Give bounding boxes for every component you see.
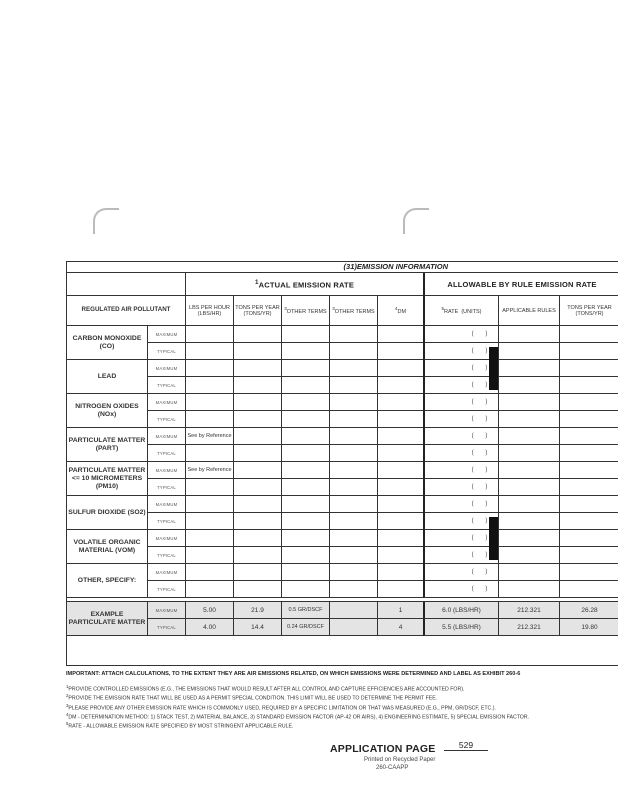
allowable-value-cell <box>559 564 618 581</box>
actual-value-cell <box>329 411 377 428</box>
pollutant-name: PARTICULATE MATTER <= 10 MICROMETERS (PM10) <box>67 462 147 496</box>
lbs-per-hour-value <box>185 326 233 343</box>
actual-value-cell <box>233 564 281 581</box>
row-type-maximum: MAXIMUM <box>147 360 185 377</box>
lbs-per-hour-value <box>185 343 233 360</box>
row-type-typical: TYPICAL <box>147 513 185 530</box>
punch-hole-mark-right <box>403 208 429 234</box>
allowable-value-cell <box>559 394 618 411</box>
actual-value-cell <box>329 530 377 547</box>
actual-value-cell <box>377 547 423 564</box>
allowable-value-cell <box>559 547 618 564</box>
rate-units-cell: ( ) <box>423 479 498 496</box>
lbs-per-hour-header: LBS PER HOUR (LBS/HR) <box>185 296 233 326</box>
actual-value-cell <box>377 360 423 377</box>
example-lbs-per-hour: 4.00 <box>185 619 233 636</box>
example-applicable-rules: 212.321 <box>498 602 559 619</box>
lbs-per-hour-value <box>185 394 233 411</box>
actual-value-cell <box>233 462 281 479</box>
actual-value-cell <box>329 326 377 343</box>
allowable-value-cell <box>559 581 618 598</box>
actual-value-cell <box>329 445 377 462</box>
footnote-4: $^4$DM - DETERMINATION METHOD: 1) STACK TEST, 2) MATERIAL BALANCE, 3) STANDARD EMISSION FACTOR (AP-42 OR AIRS), 4) ENGINEERING ESTIMATE, 5) SPECIAL EMISSION FACTOR. <box>66 711 530 721</box>
allowable-value-cell <box>498 377 559 394</box>
actual-value-cell <box>281 496 329 513</box>
lbs-per-hour-value <box>185 411 233 428</box>
lbs-per-hour-value <box>185 547 233 564</box>
rate-units-cell: ( ) <box>423 394 498 411</box>
allowable-value-cell <box>498 564 559 581</box>
actual-value-cell <box>377 428 423 445</box>
actual-value-cell <box>377 581 423 598</box>
actual-value-cell <box>281 462 329 479</box>
determination-method-header: $^4$DM <box>377 296 423 326</box>
allowable-value-cell <box>559 530 618 547</box>
actual-value-cell <box>377 394 423 411</box>
actual-value-cell <box>233 513 281 530</box>
actual-value-cell <box>281 581 329 598</box>
actual-value-cell <box>233 411 281 428</box>
example-other-terms-2 <box>329 602 377 619</box>
pollutant-name: SULFUR DIOXIDE (SO2) <box>67 496 147 530</box>
printed-on-recycled-paper: Printed on Recycled Paper <box>364 757 436 763</box>
punch-hole-mark-left <box>93 208 119 234</box>
rate-units-cell: ( ) <box>423 513 498 530</box>
actual-value-cell <box>377 479 423 496</box>
rate-units-cell: ( ) <box>423 343 498 360</box>
rate-units-cell: ( ) <box>423 377 498 394</box>
example-determination-method: 4 <box>377 619 423 636</box>
allowable-value-cell <box>559 343 618 360</box>
actual-value-cell <box>233 581 281 598</box>
allowable-value-cell <box>498 479 559 496</box>
example-tons-per-year: 14.4 <box>233 619 281 636</box>
actual-value-cell <box>233 326 281 343</box>
example-other-terms-2 <box>329 619 377 636</box>
rate-header: $^5$RATE (UNITS) <box>423 296 498 326</box>
actual-value-cell <box>281 513 329 530</box>
row-type-typical: TYPICAL <box>147 445 185 462</box>
rate-units-cell: ( ) <box>423 445 498 462</box>
example-rate: 5.5 (LBS/HR) <box>423 619 498 636</box>
actual-value-cell <box>377 513 423 530</box>
row-type-maximum: MAXIMUM <box>147 602 185 619</box>
actual-value-cell <box>329 479 377 496</box>
actual-value-cell <box>281 343 329 360</box>
example-determination-method: 1 <box>377 602 423 619</box>
example-tons-per-year-allowable: 19.80 <box>559 619 618 636</box>
example-other-terms: 0.24 GR/DSCF <box>281 619 329 636</box>
rate-units-cell: ( ) <box>423 564 498 581</box>
emission-information-form <box>66 261 618 666</box>
actual-value-cell <box>329 564 377 581</box>
actual-value-cell <box>377 564 423 581</box>
actual-value-cell <box>233 343 281 360</box>
other-terms-header-2: $^3$OTHER TERMS <box>329 296 377 326</box>
actual-value-cell <box>377 445 423 462</box>
actual-value-cell <box>329 496 377 513</box>
row-type-maximum: MAXIMUM <box>147 394 185 411</box>
redaction-marker <box>489 517 498 560</box>
actual-value-cell <box>281 530 329 547</box>
important-note: IMPORTANT: ATTACH CALCULATIONS, TO THE EXTENT THEY ARE AIR EMISSIONS RELATED, ON WHICH EMISSIONS WERE DETERMINED AND LABEL AS EXHIBIT 260-6 <box>66 671 521 677</box>
actual-value-cell <box>329 462 377 479</box>
actual-value-cell <box>281 394 329 411</box>
row-type-maximum: MAXIMUM <box>147 530 185 547</box>
allowable-value-cell <box>559 428 618 445</box>
footnotes <box>66 684 618 731</box>
allowable-value-cell <box>498 581 559 598</box>
rate-units-cell: ( ) <box>423 428 498 445</box>
actual-value-cell <box>377 343 423 360</box>
form-code: 260-CAAPP <box>376 765 409 771</box>
row-type-maximum: MAXIMUM <box>147 564 185 581</box>
lbs-per-hour-value <box>185 564 233 581</box>
row-type-maximum: MAXIMUM <box>147 326 185 343</box>
pollutant-name: NITROGEN OXIDES (NOx) <box>67 394 147 428</box>
tons-per-year-allowable-header: TONS PER YEAR (TONS/YR) <box>559 296 618 326</box>
actual-value-cell <box>281 360 329 377</box>
actual-value-cell <box>329 343 377 360</box>
rate-units-cell: ( ) <box>423 530 498 547</box>
rate-units-cell: ( ) <box>423 581 498 598</box>
actual-value-cell <box>329 428 377 445</box>
example-tons-per-year-allowable: 26.28 <box>559 602 618 619</box>
lbs-per-hour-value <box>185 360 233 377</box>
allowable-value-cell <box>498 343 559 360</box>
allowable-value-cell <box>498 428 559 445</box>
actual-value-cell <box>377 411 423 428</box>
pollutant-name: CARBON MONOXIDE (CO) <box>67 326 147 360</box>
actual-value-cell <box>233 547 281 564</box>
example-lbs-per-hour: 5.00 <box>185 602 233 619</box>
lbs-per-hour-value <box>185 479 233 496</box>
lbs-per-hour-value <box>185 530 233 547</box>
footnote-2: $^2$PROVIDE THE EMISSION RATE THAT WILL BE USED AS A PERMIT SPECIAL CONDITION. THIS LIMIT WILL BE USED TO DETERMINE THE PERMIT FEE. <box>66 693 438 703</box>
allowable-value-cell <box>559 411 618 428</box>
page-number: 529 <box>444 740 488 751</box>
row-type-typical: TYPICAL <box>147 479 185 496</box>
row-type-typical: TYPICAL <box>147 547 185 564</box>
row-type-maximum: MAXIMUM <box>147 462 185 479</box>
lbs-per-hour-value <box>185 496 233 513</box>
allowable-emission-rate-header: ALLOWABLE BY RULE EMISSION RATE <box>423 273 618 296</box>
row-type-typical: TYPICAL <box>147 377 185 394</box>
actual-value-cell <box>281 326 329 343</box>
pollutant-name: PARTICULATE MATTER (PART) <box>67 428 147 462</box>
example-tons-per-year: 21.9 <box>233 602 281 619</box>
lbs-per-hour-value <box>185 513 233 530</box>
pollutant-name: OTHER, SPECIFY: <box>67 564 147 598</box>
section-title: (31)EMISSION INFORMATION <box>67 262 618 273</box>
lbs-per-hour-value: See by Reference <box>185 428 233 445</box>
row-type-maximum: MAXIMUM <box>147 428 185 445</box>
actual-value-cell <box>329 394 377 411</box>
allowable-value-cell <box>498 411 559 428</box>
application-page-label: APPLICATION PAGE <box>330 743 436 755</box>
lbs-per-hour-value: See by Reference <box>185 462 233 479</box>
actual-value-cell <box>329 547 377 564</box>
actual-value-cell <box>281 564 329 581</box>
redaction-marker <box>489 347 498 390</box>
allowable-value-cell <box>498 530 559 547</box>
actual-value-cell <box>329 513 377 530</box>
lbs-per-hour-value <box>185 445 233 462</box>
allowable-value-cell <box>498 394 559 411</box>
row-type-typical: TYPICAL <box>147 619 185 636</box>
rate-units-cell: ( ) <box>423 411 498 428</box>
pollutant-name: VOLATILE ORGANIC MATERIAL (VOM) <box>67 530 147 564</box>
actual-value-cell <box>233 479 281 496</box>
rate-units-cell: ( ) <box>423 496 498 513</box>
row-type-typical: TYPICAL <box>147 411 185 428</box>
actual-value-cell <box>233 360 281 377</box>
footnote-5: $^5$RATE - ALLOWABLE EMISSION RATE SPECIFIED BY MOST STRINGENT APPLICABLE RULE. <box>66 721 294 731</box>
allowable-value-cell <box>559 445 618 462</box>
actual-value-cell <box>281 377 329 394</box>
actual-value-cell <box>233 377 281 394</box>
allowable-value-cell <box>559 496 618 513</box>
rate-units-cell: ( ) <box>423 360 498 377</box>
allowable-value-cell <box>498 547 559 564</box>
actual-value-cell <box>233 530 281 547</box>
actual-value-cell <box>281 411 329 428</box>
rate-units-cell: ( ) <box>423 547 498 564</box>
allowable-value-cell <box>559 513 618 530</box>
example-rate: 6.0 (LBS/HR) <box>423 602 498 619</box>
actual-value-cell <box>281 445 329 462</box>
footnote-1: $^1$PROVIDE CONTROLLED EMISSIONS (E.G., THE EMISSIONS THAT WOULD RESULT AFTER ALL CONTROL AND CAPTURE EFFICIENCIES ARE ACCOUNTED FOR). <box>66 684 465 693</box>
allowable-value-cell <box>498 360 559 377</box>
rate-units-cell: ( ) <box>423 326 498 343</box>
example-applicable-rules: 212.321 <box>498 619 559 636</box>
applicable-rules-header: APPLICABLE RULES <box>498 296 559 326</box>
lbs-per-hour-value <box>185 377 233 394</box>
footnote-3: $^3$PLEASE PROVIDE ANY OTHER EMISSION RATE WHICH IS COMMONLY USED, REQUIRED BY A SPECIFIC LIMITATION OR THAT WAS MEASURED (E.G., PPM, GR/DSCF, ETC.). <box>66 702 496 712</box>
actual-emission-rate-header: $^1$ACTUAL EMISSION RATE <box>185 273 423 296</box>
allowable-value-cell <box>498 326 559 343</box>
rate-units-cell: ( ) <box>423 462 498 479</box>
actual-value-cell <box>329 581 377 598</box>
allowable-value-cell <box>498 496 559 513</box>
allowable-value-cell <box>559 462 618 479</box>
allowable-value-cell <box>559 479 618 496</box>
allowable-value-cell <box>498 513 559 530</box>
actual-value-cell <box>233 428 281 445</box>
row-type-maximum: MAXIMUM <box>147 496 185 513</box>
actual-value-cell <box>329 360 377 377</box>
allowable-value-cell <box>498 462 559 479</box>
allowable-value-cell <box>559 377 618 394</box>
allowable-value-cell <box>559 326 618 343</box>
row-type-typical: TYPICAL <box>147 581 185 598</box>
actual-value-cell <box>233 445 281 462</box>
actual-value-cell <box>233 496 281 513</box>
actual-value-cell <box>329 377 377 394</box>
row-type-typical: TYPICAL <box>147 343 185 360</box>
allowable-value-cell <box>498 445 559 462</box>
actual-value-cell <box>377 462 423 479</box>
actual-value-cell <box>377 326 423 343</box>
pollutant-name: LEAD <box>67 360 147 394</box>
tons-per-year-header: TONS PER YEAR (TONS/YR) <box>233 296 281 326</box>
actual-value-cell <box>281 547 329 564</box>
actual-value-cell <box>377 377 423 394</box>
actual-value-cell <box>233 394 281 411</box>
allowable-value-cell <box>559 360 618 377</box>
actual-value-cell <box>377 496 423 513</box>
regulated-air-pollutant-header: REGULATED AIR POLLUTANT <box>67 273 185 326</box>
actual-value-cell <box>281 479 329 496</box>
example-pollutant-name: EXAMPLE PARTICULATE MATTER <box>67 602 147 636</box>
actual-value-cell <box>377 530 423 547</box>
lbs-per-hour-value <box>185 581 233 598</box>
other-terms-header-1: $^3$OTHER TERMS <box>281 296 329 326</box>
actual-value-cell <box>281 428 329 445</box>
example-other-terms: 0.5 GR/DSCF <box>281 602 329 619</box>
